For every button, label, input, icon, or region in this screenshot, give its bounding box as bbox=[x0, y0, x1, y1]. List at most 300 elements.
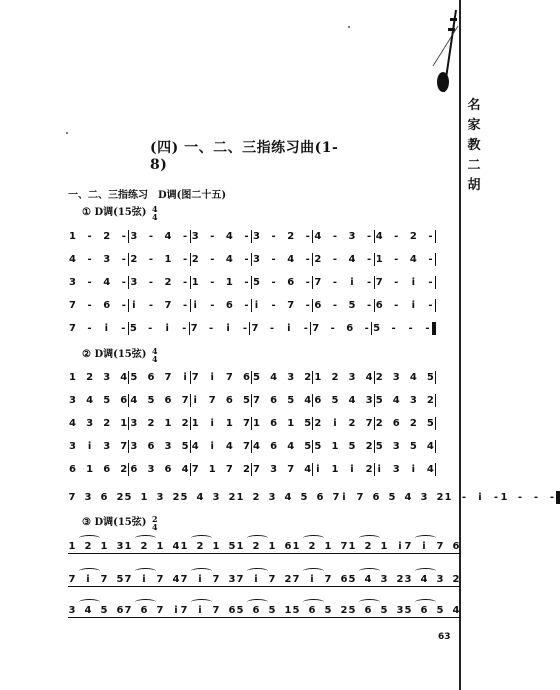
note: 1 bbox=[180, 540, 188, 552]
measure bbox=[68, 323, 128, 334]
note: 3 bbox=[147, 463, 155, 475]
note: - bbox=[148, 230, 154, 242]
note: 1 bbox=[191, 417, 199, 429]
measure bbox=[313, 441, 373, 452]
note: 4 bbox=[181, 463, 189, 475]
note: 3 bbox=[86, 417, 94, 429]
measure bbox=[404, 574, 460, 587]
note: - bbox=[121, 299, 126, 311]
time-signature bbox=[152, 205, 158, 221]
note: 1 bbox=[164, 253, 172, 265]
note: i bbox=[104, 322, 109, 334]
measure bbox=[68, 395, 128, 406]
note: - bbox=[148, 299, 154, 311]
note: 1 bbox=[69, 371, 77, 383]
measure bbox=[313, 231, 373, 242]
note: 7 bbox=[436, 540, 444, 552]
barline bbox=[435, 394, 436, 407]
measure bbox=[311, 323, 371, 334]
note: i bbox=[350, 463, 354, 475]
barline bbox=[435, 371, 436, 384]
note: 1 bbox=[324, 540, 332, 552]
note: 1 bbox=[156, 540, 164, 552]
note: 3 bbox=[348, 371, 356, 383]
note: - bbox=[493, 491, 499, 503]
measure bbox=[129, 372, 189, 383]
note: 7 bbox=[242, 440, 250, 452]
note: 1 bbox=[331, 463, 339, 475]
note: 2 bbox=[304, 371, 312, 383]
exercise-label-text: ① D调(15弦) bbox=[82, 207, 147, 218]
note: 3 bbox=[409, 394, 417, 406]
note: 4 bbox=[86, 394, 94, 406]
note: 1 bbox=[500, 491, 508, 503]
note: - bbox=[242, 322, 248, 334]
note: 4 bbox=[284, 491, 292, 503]
note: - bbox=[182, 322, 187, 334]
note: i bbox=[287, 322, 291, 334]
note: 2 bbox=[340, 604, 348, 616]
note: - bbox=[428, 276, 433, 288]
note: 4 bbox=[426, 463, 434, 475]
note: 2 bbox=[375, 371, 383, 383]
note: 7 bbox=[292, 573, 300, 585]
measure bbox=[180, 492, 236, 503]
note: i bbox=[422, 540, 426, 552]
notation-row bbox=[68, 273, 436, 291]
note: - bbox=[244, 230, 249, 242]
note: 2 bbox=[409, 417, 417, 429]
note: 6 bbox=[375, 299, 383, 311]
note: - bbox=[121, 230, 126, 242]
note: 6 bbox=[346, 322, 354, 334]
exercise-2-label bbox=[82, 345, 158, 363]
note: 5 bbox=[103, 394, 111, 406]
note: - bbox=[183, 230, 188, 242]
note: i bbox=[87, 440, 92, 452]
measure bbox=[191, 254, 251, 265]
measure bbox=[348, 541, 404, 554]
note: 1 bbox=[68, 540, 76, 552]
measure bbox=[129, 323, 189, 334]
note: i bbox=[333, 417, 337, 429]
note: 6 bbox=[69, 463, 77, 475]
note: 7 bbox=[251, 322, 259, 334]
note: - bbox=[87, 322, 92, 334]
exercise-label-text: ③ D调(15弦) bbox=[82, 517, 147, 528]
slur-mark bbox=[247, 599, 268, 605]
note: - bbox=[549, 491, 555, 503]
side-title-char: 名 bbox=[467, 98, 481, 113]
note: - bbox=[517, 491, 523, 503]
measure bbox=[68, 277, 128, 288]
note: 7 bbox=[375, 276, 383, 288]
note: 7 bbox=[68, 322, 76, 334]
note: 4 bbox=[364, 573, 372, 585]
slur-mark bbox=[415, 568, 436, 574]
note: 3 bbox=[130, 230, 138, 242]
note: 3 bbox=[436, 573, 444, 585]
notation-row bbox=[68, 460, 436, 478]
note: 3 bbox=[69, 276, 77, 288]
measure bbox=[313, 395, 373, 406]
note: 3 bbox=[84, 491, 92, 503]
measure bbox=[252, 300, 312, 311]
note: i bbox=[478, 491, 482, 503]
measure bbox=[375, 277, 435, 288]
note: - bbox=[210, 230, 215, 242]
note: 5 bbox=[304, 440, 312, 452]
time-signature bbox=[152, 347, 158, 363]
slur-mark bbox=[303, 568, 324, 574]
measure bbox=[313, 277, 373, 288]
note: 5 bbox=[380, 604, 388, 616]
note: - bbox=[305, 299, 310, 311]
note: - bbox=[209, 322, 214, 334]
note: 7 bbox=[332, 491, 340, 503]
note: 4 bbox=[452, 604, 460, 616]
note: 5 bbox=[253, 371, 260, 383]
note: 3 bbox=[164, 440, 172, 452]
note: 7 bbox=[356, 491, 364, 503]
note: 5 bbox=[180, 491, 188, 503]
note: 2 bbox=[252, 491, 260, 503]
note: 6 bbox=[316, 491, 324, 503]
measure bbox=[191, 418, 251, 429]
slur-mark bbox=[303, 599, 324, 605]
notation-row bbox=[68, 391, 436, 409]
note: - bbox=[425, 322, 430, 334]
measure bbox=[124, 574, 180, 587]
scan-speck bbox=[66, 132, 68, 134]
ts-top: 4 bbox=[151, 203, 158, 214]
notation-row bbox=[68, 414, 436, 432]
note: 2 bbox=[120, 463, 128, 475]
exercise-3-label bbox=[82, 513, 158, 531]
slur-mark bbox=[135, 599, 156, 605]
slur-mark bbox=[191, 599, 212, 605]
note: 7 bbox=[191, 463, 199, 475]
note: - bbox=[461, 491, 467, 503]
note: 6 bbox=[225, 299, 233, 311]
note: 1 bbox=[253, 417, 260, 429]
note: 3 bbox=[191, 230, 199, 242]
slur-mark bbox=[191, 568, 212, 574]
note: 6 bbox=[270, 440, 278, 452]
note: 5 bbox=[331, 394, 339, 406]
note: 2 bbox=[436, 491, 444, 503]
note: - bbox=[271, 276, 276, 288]
note: 5 bbox=[287, 394, 295, 406]
note: 5 bbox=[300, 491, 308, 503]
side-title-char: 教 bbox=[467, 138, 481, 153]
note: 3 bbox=[156, 491, 164, 503]
measure bbox=[348, 574, 404, 587]
note: - bbox=[244, 276, 249, 288]
note: 5 bbox=[228, 540, 236, 552]
note: 2 bbox=[103, 417, 111, 429]
note: 2 bbox=[426, 394, 434, 406]
note: 3 bbox=[287, 371, 295, 383]
note: 2 bbox=[365, 463, 373, 475]
measure bbox=[252, 464, 312, 475]
measure bbox=[124, 541, 180, 554]
note: - bbox=[364, 322, 369, 334]
note: 1 bbox=[375, 253, 383, 265]
note: 6 bbox=[164, 463, 172, 475]
note: 3 bbox=[392, 371, 400, 383]
measure bbox=[236, 541, 292, 554]
measure bbox=[252, 277, 312, 288]
slur-mark bbox=[135, 535, 156, 541]
measure bbox=[129, 254, 189, 265]
note: 7 bbox=[287, 299, 295, 311]
note: - bbox=[367, 253, 372, 265]
note: 1 bbox=[444, 491, 452, 503]
measure bbox=[252, 395, 312, 406]
measure bbox=[375, 464, 435, 475]
barline bbox=[435, 253, 436, 266]
note: 3 bbox=[68, 604, 76, 616]
note: 2 bbox=[348, 417, 356, 429]
note: - bbox=[367, 230, 372, 242]
note: 2 bbox=[140, 540, 148, 552]
note: 1 bbox=[86, 463, 94, 475]
note: 7 bbox=[312, 322, 320, 334]
note: 4 bbox=[348, 394, 356, 406]
note: 6 bbox=[284, 540, 292, 552]
note: 5 bbox=[124, 491, 132, 503]
barline bbox=[435, 276, 436, 289]
measure bbox=[500, 492, 556, 503]
note: 6 bbox=[420, 604, 428, 616]
note: 1 bbox=[69, 230, 77, 242]
note: - bbox=[210, 253, 215, 265]
note: 3 bbox=[365, 394, 373, 406]
note: 4 bbox=[348, 253, 356, 265]
page-title: (四) 一、二、三指练习曲(1-8) bbox=[150, 140, 339, 173]
note: - bbox=[394, 276, 399, 288]
note: i bbox=[142, 573, 146, 585]
measure bbox=[190, 323, 250, 334]
measure bbox=[348, 605, 404, 618]
note: i bbox=[342, 491, 346, 503]
note: 4 bbox=[253, 440, 260, 452]
note: 1 bbox=[140, 491, 148, 503]
measure bbox=[404, 541, 460, 554]
scan-speck bbox=[348, 26, 350, 28]
note: i bbox=[86, 573, 90, 585]
note: 1 bbox=[124, 540, 132, 552]
slur-mark bbox=[135, 568, 156, 574]
measure bbox=[180, 574, 236, 587]
note: 7 bbox=[164, 371, 172, 383]
note: 4 bbox=[130, 394, 138, 406]
note: 6 bbox=[147, 440, 155, 452]
notation-row bbox=[68, 368, 436, 386]
note: 7 bbox=[156, 604, 164, 616]
note: 3 bbox=[253, 253, 260, 265]
note: 3 bbox=[130, 440, 138, 452]
measure bbox=[124, 605, 180, 618]
note: 6 bbox=[452, 540, 460, 552]
note: - bbox=[244, 299, 249, 311]
measure bbox=[236, 492, 340, 503]
note: 7 bbox=[268, 573, 276, 585]
note: - bbox=[121, 276, 126, 288]
note: 7 bbox=[340, 540, 348, 552]
note: 2 bbox=[252, 540, 260, 552]
note: - bbox=[121, 253, 126, 265]
note: 2 bbox=[228, 491, 236, 503]
note: 2 bbox=[86, 371, 94, 383]
note: - bbox=[394, 230, 399, 242]
note: - bbox=[87, 253, 92, 265]
measure bbox=[375, 418, 435, 429]
note: 6 bbox=[270, 394, 278, 406]
note: - bbox=[367, 276, 372, 288]
note: 6 bbox=[392, 417, 400, 429]
note: 6 bbox=[308, 604, 316, 616]
notation-row bbox=[68, 250, 436, 268]
note: - bbox=[210, 276, 215, 288]
note: 2 bbox=[331, 371, 339, 383]
note: 3 bbox=[268, 491, 276, 503]
measure bbox=[375, 254, 435, 265]
barline bbox=[435, 417, 436, 430]
note: 3 bbox=[103, 371, 111, 383]
notation-row bbox=[68, 319, 436, 337]
note: 4 bbox=[196, 491, 204, 503]
barline bbox=[435, 230, 436, 243]
note: 3 bbox=[380, 573, 388, 585]
measure bbox=[68, 372, 128, 383]
measure bbox=[236, 605, 292, 618]
note: - bbox=[183, 253, 188, 265]
note: 6 bbox=[225, 394, 233, 406]
note: 5 bbox=[348, 573, 356, 585]
ts-bottom: 4 bbox=[151, 521, 158, 532]
measure bbox=[375, 372, 435, 383]
note: 2 bbox=[287, 230, 295, 242]
note: 2 bbox=[116, 491, 124, 503]
note: i bbox=[210, 417, 214, 429]
note: - bbox=[271, 230, 276, 242]
measure bbox=[191, 300, 251, 311]
measure bbox=[292, 574, 348, 587]
note: 6 bbox=[103, 299, 111, 311]
note: - bbox=[121, 322, 126, 334]
measure bbox=[180, 605, 236, 618]
note: 5 bbox=[404, 604, 412, 616]
note: 5 bbox=[426, 371, 434, 383]
note: 7 bbox=[212, 604, 220, 616]
note: 6 bbox=[252, 604, 260, 616]
note: 1 bbox=[120, 417, 128, 429]
note: 7 bbox=[208, 394, 216, 406]
note: 7 bbox=[324, 573, 332, 585]
ts-bottom: 4 bbox=[151, 353, 158, 364]
note: 7 bbox=[404, 540, 412, 552]
measure bbox=[68, 418, 128, 429]
side-title-char: 家 bbox=[467, 118, 481, 133]
note: 7 bbox=[191, 371, 199, 383]
measure bbox=[129, 395, 189, 406]
note: 4 bbox=[287, 253, 295, 265]
note: 6 bbox=[314, 299, 322, 311]
note: - bbox=[148, 253, 154, 265]
notation-row bbox=[68, 571, 460, 589]
notation-row bbox=[68, 602, 460, 620]
note: 4 bbox=[120, 371, 128, 383]
note: 1 bbox=[268, 540, 276, 552]
erhu-icon bbox=[430, 6, 460, 96]
note: 7 bbox=[68, 573, 76, 585]
note: i bbox=[198, 604, 202, 616]
note: 7 bbox=[314, 276, 322, 288]
note: - bbox=[87, 276, 92, 288]
note: 1 bbox=[287, 417, 295, 429]
note: 3 bbox=[103, 253, 111, 265]
note: 5 bbox=[388, 491, 396, 503]
note: 5 bbox=[409, 440, 417, 452]
note: 4 bbox=[69, 253, 77, 265]
note: 7 bbox=[253, 463, 260, 475]
note: 7 bbox=[68, 491, 76, 503]
note: 1 bbox=[225, 276, 233, 288]
note: - bbox=[394, 253, 399, 265]
note: 5 bbox=[253, 276, 260, 288]
note: 5 bbox=[292, 604, 300, 616]
note: 7 bbox=[124, 604, 132, 616]
note: 3 bbox=[392, 463, 400, 475]
note: 7 bbox=[180, 604, 188, 616]
note: 3 bbox=[130, 417, 138, 429]
note: 2 bbox=[365, 440, 373, 452]
note: 1 bbox=[191, 276, 199, 288]
note: 2 bbox=[396, 573, 404, 585]
measure bbox=[68, 464, 128, 475]
note: 7 bbox=[181, 394, 189, 406]
note: i bbox=[132, 299, 136, 311]
note: i bbox=[398, 540, 402, 552]
note: - bbox=[305, 253, 310, 265]
time-signature bbox=[152, 515, 158, 531]
note: 5 bbox=[100, 604, 108, 616]
measure bbox=[68, 231, 128, 242]
measure bbox=[191, 395, 251, 406]
note: - bbox=[148, 322, 153, 334]
note: 5 bbox=[129, 322, 137, 334]
note: 4 bbox=[287, 440, 295, 452]
note: i bbox=[411, 299, 416, 311]
note: 3 bbox=[130, 276, 138, 288]
measure bbox=[313, 300, 373, 311]
note: 2 bbox=[181, 417, 189, 429]
note: 4 bbox=[84, 604, 92, 616]
measure bbox=[129, 300, 189, 311]
note: 4 bbox=[314, 230, 322, 242]
note: 2 bbox=[452, 573, 460, 585]
note: 5 bbox=[375, 440, 383, 452]
note: 2 bbox=[147, 417, 155, 429]
measure bbox=[236, 574, 292, 587]
note: 4 bbox=[392, 394, 400, 406]
note: 3 bbox=[270, 463, 278, 475]
measure bbox=[129, 441, 189, 452]
note: - bbox=[428, 253, 433, 265]
measure bbox=[180, 541, 236, 554]
